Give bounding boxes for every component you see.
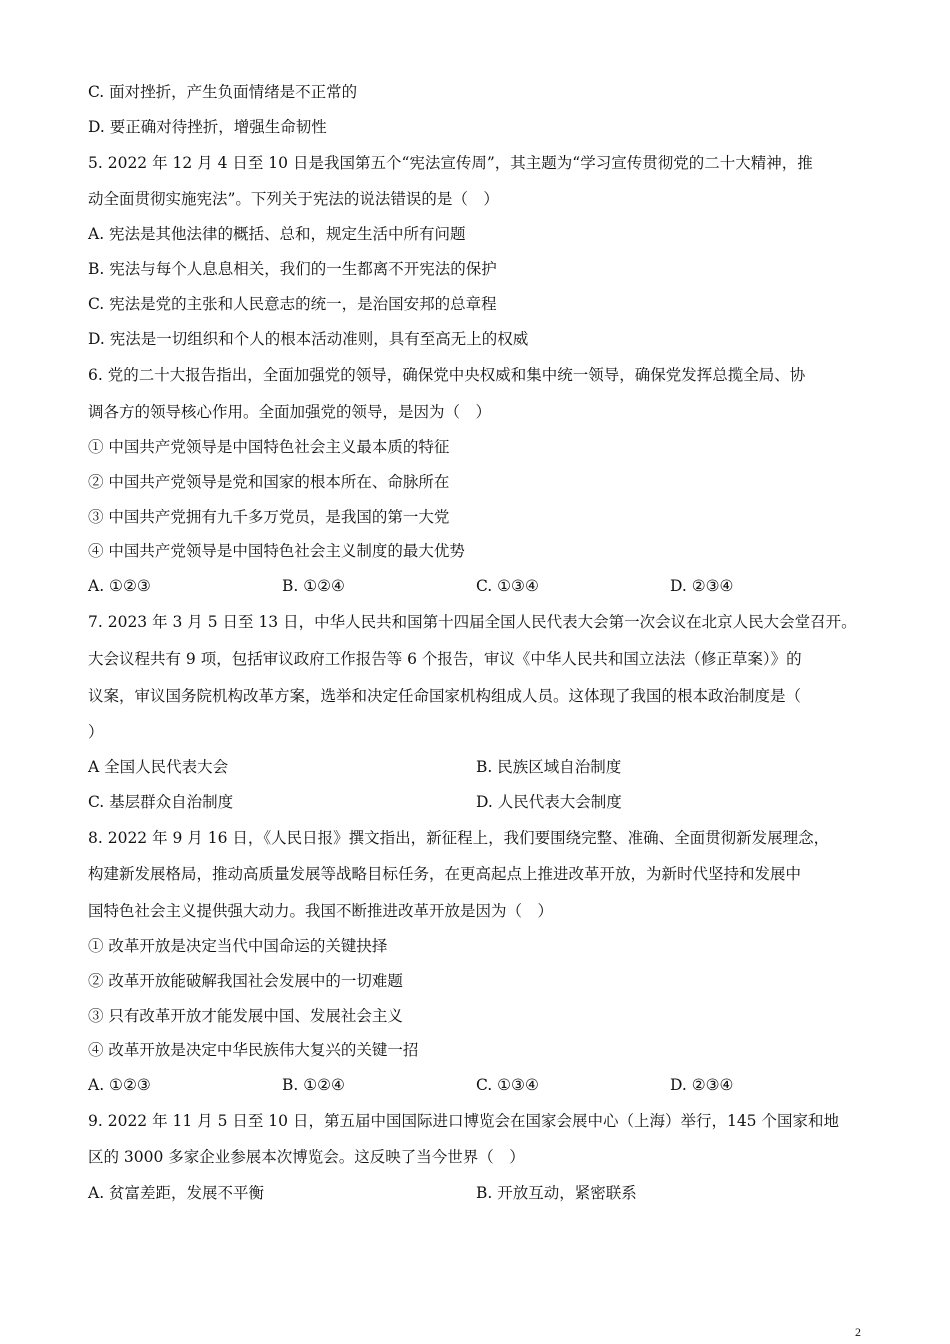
q9-stem-line-2: 区的 3000 多家企业参展本次博览会。这反映了当今世界（ ）: [88, 1148, 525, 1166]
q6-option-b: B. ①②④: [282, 577, 345, 595]
q7-option-b: B. 民族区域自治制度: [476, 758, 622, 776]
q7-option-c: C. 基层群众自治制度: [88, 793, 234, 811]
q6-option-a: A. ①②③: [88, 577, 151, 595]
q7-option-d: D. 人民代表大会制度: [476, 793, 622, 811]
q8-statement-4: ④ 改革开放是决定中华民族伟大复兴的关键一招: [88, 1041, 419, 1059]
q7-stem-line-4: ）: [88, 723, 104, 741]
q5-stem-line-1: 5. 2022 年 12 月 4 日至 10 日是我国第五个“宪法宣传周”，其主题为“学习宣传贯彻党的二十大精神，推: [88, 154, 813, 172]
q9-option-b: B. 开放互动，紧密联系: [476, 1184, 637, 1202]
q6-statement-3: ③ 中国共产党拥有九千多万党员，是我国的第一大党: [88, 508, 450, 526]
q9-option-a: A. 贫富差距，发展不平衡: [88, 1184, 265, 1202]
q6-statement-2: ② 中国共产党领导是党和国家的根本所在、命脉所在: [88, 473, 450, 491]
q8-option-c: C. ①③④: [476, 1076, 539, 1094]
q7-stem-line-2: 大会议程共有 9 项，包括审议政府工作报告等 6 个报告，审议《中华人民共和国立法法（修正草案）》的: [88, 650, 802, 668]
q6-option-c: C. ①③④: [476, 577, 539, 595]
q8-stem-line-3: 国特色社会主义提供强大动力。我国不断推进改革开放是因为（ ）: [88, 902, 554, 920]
q8-statement-1: ① 改革开放是决定当代中国命运的关键抉择: [88, 937, 388, 955]
q7-option-a: A 全国人民代表大会: [88, 758, 229, 776]
q9-stem-line-1: 9. 2022 年 11 月 5 日至 10 日，第五届中国国际进口博览会在国家会展中心（上海）举行，145 个国家和地: [88, 1112, 839, 1130]
q5-option-d: D. 宪法是一切组织和个人的根本活动准则，具有至高无上的权威: [88, 330, 529, 348]
q8-option-d: D. ②③④: [670, 1076, 734, 1094]
q5-option-b: B. 宪法与每个人息息相关，我们的一生都离不开宪法的保护: [88, 260, 497, 278]
q8-statement-3: ③ 只有改革开放才能发展中国、发展社会主义: [88, 1007, 403, 1025]
q7-stem-line-3: 议案，审议国务院机构改革方案，选举和决定任命国家机构组成人员。这体现了我国的根本政治制度是（: [88, 687, 802, 705]
q6-stem-line-1: 6. 党的二十大报告指出，全面加强党的领导，确保党中央权威和集中统一领导，确保党发挥总揽全局、协: [88, 366, 806, 384]
q5-option-a: A. 宪法是其他法律的概括、总和，规定生活中所有问题: [88, 225, 466, 243]
q5-option-c: C. 宪法是党的主张和人民意志的统一，是治国安邦的总章程: [88, 295, 497, 313]
q8-statement-2: ② 改革开放能破解我国社会发展中的一切难题: [88, 972, 403, 990]
q6-option-d: D. ②③④: [670, 577, 734, 595]
q4-option-d: D. 要正确对待挫折，增强生命韧性: [88, 118, 327, 136]
q8-option-b: B. ①②④: [282, 1076, 345, 1094]
page-number: 2: [855, 1325, 861, 1339]
q5-stem-line-2: 动全面贯彻实施宪法”。下列关于宪法的说法错误的是（ ）: [88, 190, 499, 208]
q6-statement-4: ④ 中国共产党领导是中国特色社会主义制度的最大优势: [88, 542, 465, 560]
q8-stem-line-1: 8. 2022 年 9 月 16 日，《人民日报》撰文指出，新征程上，我们要围绕完整、准确、全面贯彻新发展理念，: [88, 829, 830, 847]
q6-statement-1: ① 中国共产党领导是中国特色社会主义最本质的特征: [88, 438, 450, 456]
q8-option-a: A. ①②③: [88, 1076, 151, 1094]
q6-stem-line-2: 调各方的领导核心作用。全面加强党的领导，是因为（ ）: [88, 403, 492, 421]
q8-stem-line-2: 构建新发展格局，推动高质量发展等战略目标任务，在更高起点上推进改革开放，为新时代坚持和发展中: [88, 865, 802, 883]
q7-stem-line-1: 7. 2023 年 3 月 5 日至 13 日，中华人民共和国第十四届全国人民代表大会第一次会议在北京人民大会堂召开。: [88, 613, 857, 631]
q4-option-c: C. 面对挫折，产生负面情绪是不正常的: [88, 83, 358, 101]
